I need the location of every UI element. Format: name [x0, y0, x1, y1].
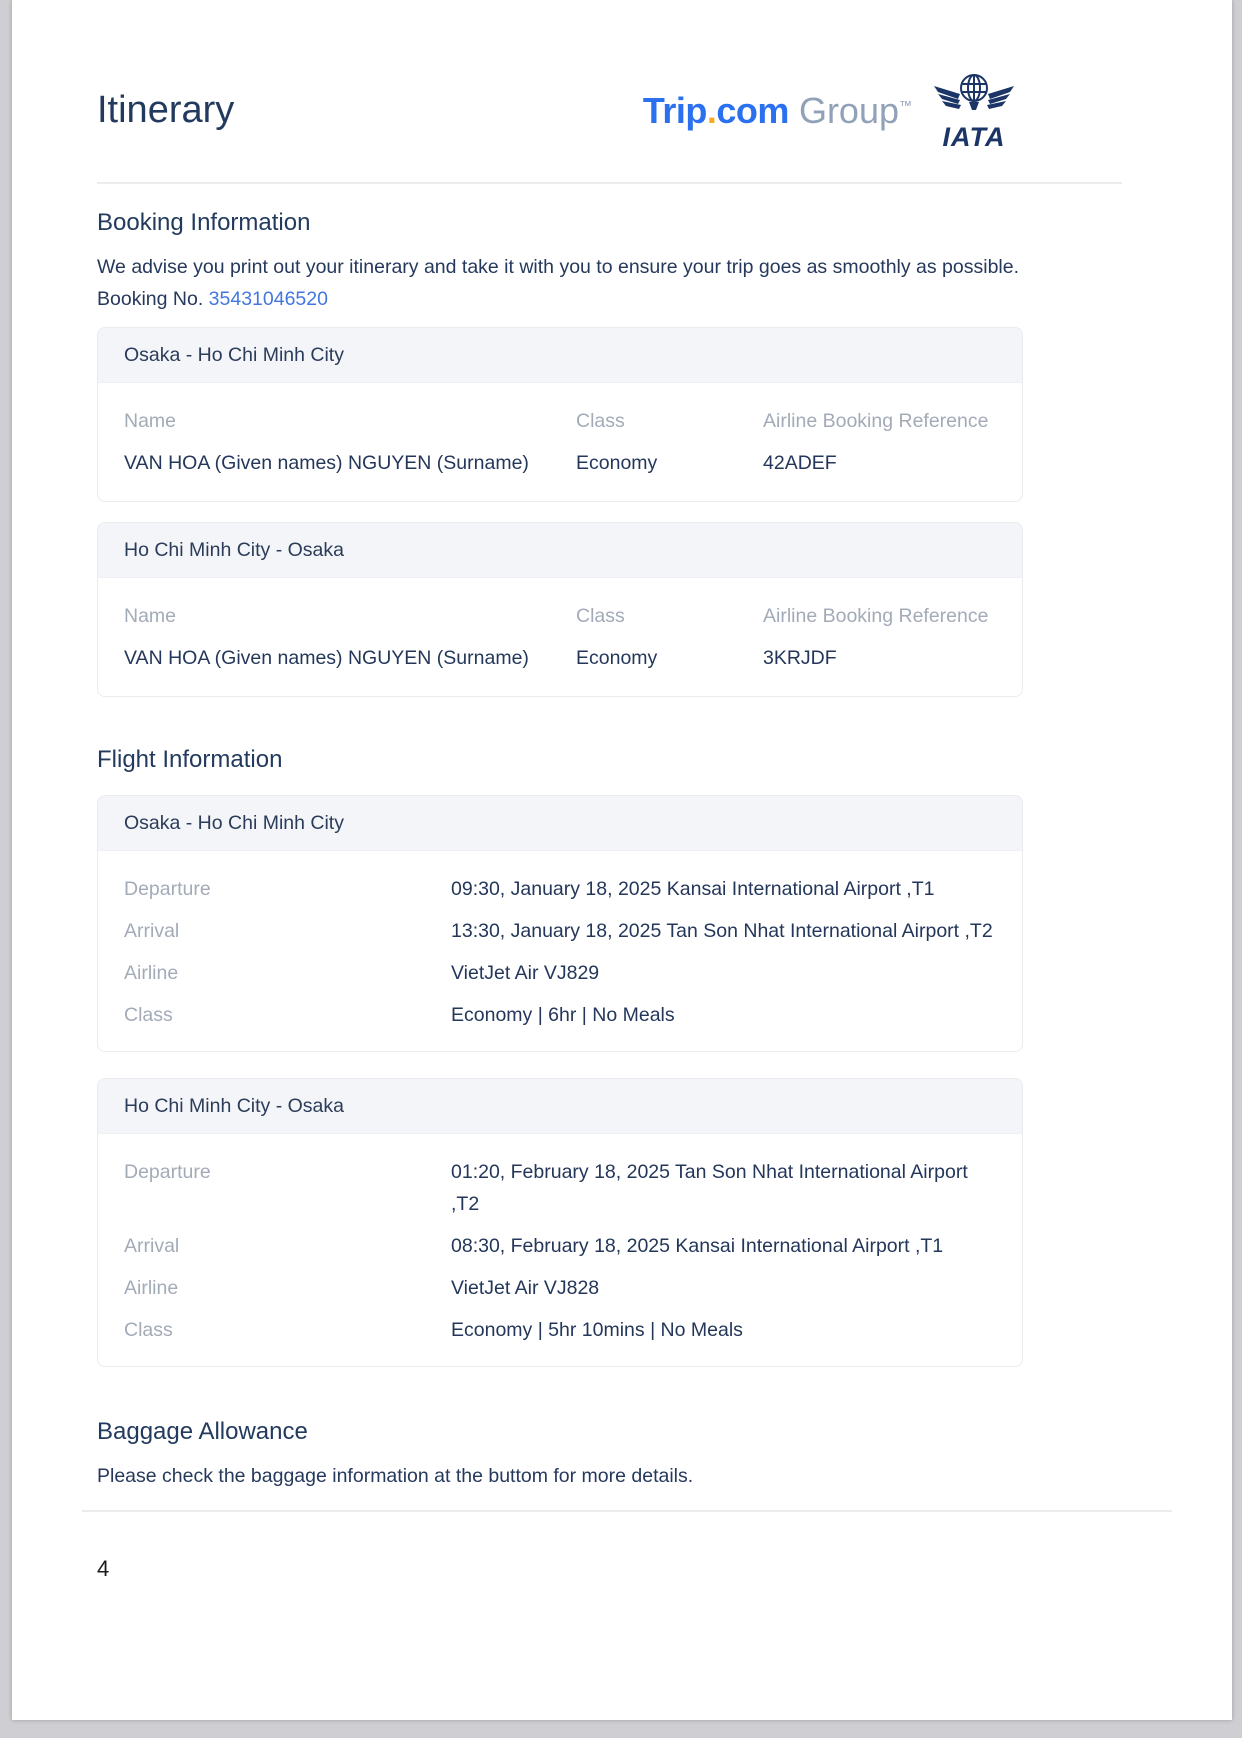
column-header-class: Class	[576, 605, 625, 627]
class-label: Class	[124, 1004, 173, 1026]
iata-wordmark: IATA	[942, 121, 1006, 152]
arrival-row	[124, 1230, 996, 1262]
arrival-value: 08:30, February 18, 2025 Kansai International Airport ,T1	[451, 1235, 944, 1257]
airline-booking-reference: 42ADEF	[763, 452, 837, 474]
class-row	[124, 1314, 996, 1346]
departure-row	[124, 873, 996, 905]
booking-no-label: Booking No.	[97, 288, 209, 310]
airline-value: VietJet Air VJ828	[451, 1277, 600, 1299]
flight-card-body	[98, 1134, 1022, 1366]
airline-label: Airline	[124, 962, 179, 984]
airline-row	[124, 1272, 996, 1304]
group-text: Group	[788, 90, 899, 131]
class-value: Economy | 5hr 10mins | No Meals	[451, 1319, 743, 1341]
brand-cluster	[643, 72, 1016, 151]
flight-card-route-header: Osaka - Ho Chi Minh City	[98, 796, 1022, 851]
tripcom-group-logo	[643, 90, 912, 132]
booking-number-link[interactable]: 35431046520	[208, 288, 328, 310]
cabin-class: Economy	[576, 647, 658, 669]
booking-card-route-header: Ho Chi Minh City - Osaka	[98, 523, 1022, 578]
booking-table-header-row	[124, 409, 996, 433]
footer-divider	[82, 1510, 1172, 1512]
passenger-name: VAN HOA (Given names) NGUYEN (Surname)	[124, 647, 529, 669]
arrival-row	[124, 915, 996, 947]
column-header-reference: Airline Booking Reference	[763, 410, 989, 432]
column-header-name: Name	[124, 605, 177, 627]
passenger-name: VAN HOA (Given names) NGUYEN (Surname)	[124, 452, 529, 474]
class-row	[124, 999, 996, 1031]
itinerary-page	[12, 0, 1232, 1720]
column-header-reference: Airline Booking Reference	[763, 605, 989, 627]
booking-number-line	[97, 283, 1122, 315]
cabin-class: Economy	[576, 452, 658, 474]
airline-value: VietJet Air VJ829	[451, 962, 600, 984]
departure-row	[124, 1156, 996, 1220]
departure-value: 01:20, February 18, 2025 Tan Son Nhat International Airport ,T2	[451, 1161, 968, 1215]
booking-card-body	[98, 383, 1022, 501]
arrival-label: Arrival	[124, 920, 180, 942]
flight-card-return	[97, 1078, 1023, 1367]
trademark-symbol: ™	[899, 98, 912, 113]
page-title: Itinerary	[97, 89, 235, 132]
advice-line: We advise you print out your itinerary and take it with you to ensure your trip goes as smoothly as possible.	[97, 256, 1020, 278]
page-number: 4	[97, 1556, 110, 1581]
flight-card-outbound	[97, 795, 1023, 1052]
trip-text: Trip	[642, 90, 707, 131]
airline-row	[124, 957, 996, 989]
com-text: com	[716, 90, 789, 131]
page-header	[97, 76, 1122, 152]
airline-booking-reference: 3KRJDF	[763, 647, 837, 669]
arrival-label: Arrival	[124, 1235, 180, 1257]
flight-information-heading: Flight Information	[97, 746, 283, 773]
booking-information-heading: Booking Information	[97, 209, 311, 236]
iata-logo	[932, 72, 1016, 151]
column-header-class: Class	[576, 410, 625, 432]
column-header-name: Name	[124, 410, 177, 432]
departure-label: Departure	[124, 1161, 211, 1183]
baggage-note: Please check the baggage information at the buttom for more details.	[97, 1465, 694, 1487]
departure-value: 09:30, January 18, 2025 Kansai International Airport ,T1	[451, 878, 935, 900]
class-value: Economy | 6hr | No Meals	[451, 1004, 675, 1026]
flight-card-body	[98, 851, 1022, 1051]
class-label: Class	[124, 1319, 173, 1341]
trip-dot: .	[706, 90, 717, 131]
airline-label: Airline	[124, 1277, 179, 1299]
baggage-allowance-heading: Baggage Allowance	[97, 1418, 308, 1445]
booking-card-outbound	[97, 327, 1023, 502]
iata-winged-globe-icon	[932, 72, 1016, 128]
booking-card-return	[97, 522, 1023, 697]
header-divider	[97, 182, 1122, 184]
booking-table-header-row	[124, 604, 996, 628]
booking-advice-text	[97, 251, 1122, 315]
departure-label: Departure	[124, 878, 211, 900]
arrival-value: 13:30, January 18, 2025 Tan Son Nhat International Airport ,T2	[451, 920, 993, 942]
booking-table-row	[124, 451, 996, 475]
booking-table-row	[124, 646, 996, 670]
booking-card-body	[98, 578, 1022, 696]
booking-card-route-header: Osaka - Ho Chi Minh City	[98, 328, 1022, 383]
flight-card-route-header: Ho Chi Minh City - Osaka	[98, 1079, 1022, 1134]
